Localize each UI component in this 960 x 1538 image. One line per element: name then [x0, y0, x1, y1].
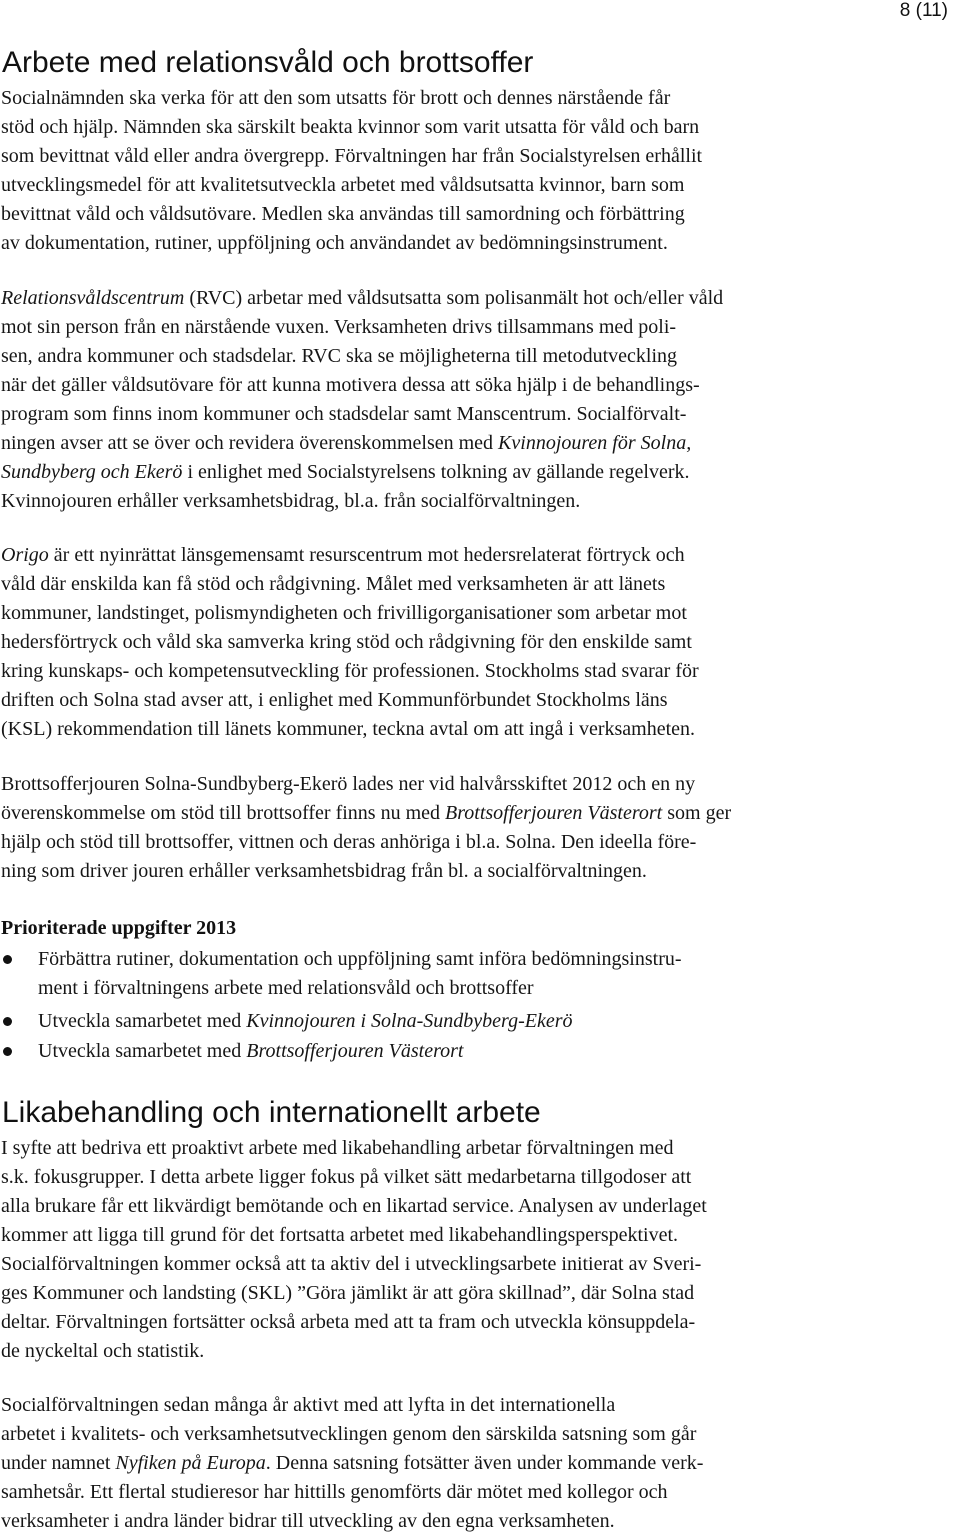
text-line [38, 1007, 572, 1036]
text-line: stöd och hjälp. Nämnden ska särskilt beakta kvinnor som varit utsatta för våld och barn [1, 116, 700, 138]
text-line: kommer att ligga till grund för det fortsatta arbetet med likabehandlingsperspektivet. [1, 1224, 679, 1246]
text-line: I syfte att bedriva ett proaktivt arbete med likabehandling arbetar förvaltningen med [1, 1137, 674, 1159]
paragraph-likabehandling [1, 1134, 951, 1366]
section-heading-relationsvald: Arbete med relationsvåld och brottsoffer [2, 46, 534, 79]
bullet-icon [3, 1017, 12, 1026]
text-line: bevittnat våld och våldsutövare. Medlen ska användas till samordning och förbättring [1, 203, 685, 225]
priorities-list [0, 945, 950, 1066]
text-line: av dokumentation, rutiner, uppföljning och användandet av bedömningsinstrument. [1, 232, 668, 254]
paragraph-brottsofferjouren [1, 770, 951, 886]
text-line: verksamheter i andra länder bidrar till utveckling av den egna verksamheten. [1, 1510, 615, 1532]
paragraph-origo [1, 541, 951, 744]
text-line [1, 284, 951, 313]
text-line: driften och Solna stad avser att, i enlighet med Kommunförbundet Stockholms läns [1, 689, 668, 711]
text-line: arbetet i kvalitets- och verksamhetsutvecklingen genom den särskilda satsning som går [1, 1423, 697, 1445]
text-line [1, 1449, 951, 1478]
list-item-continuation [0, 974, 950, 1003]
text-line: ges Kommuner och landsting (SKL) ”Göra jämlikt är att göra skillnad”, där Solna stad [1, 1282, 695, 1304]
text-line: hjälp och stöd till brottsoffer, vittnen och deras anhöriga i bl.a. Solna. Den ideella före- [1, 831, 697, 853]
text-line: sen, andra kommuner och stadsdelar. RVC ska se möjligheterna till metodutveckling [1, 345, 678, 367]
text-line: hedersförtryck och våld ska samverka kring stöd och rådgivning för den enskilde samt [1, 631, 692, 653]
text-span: Utveckla samarbetet med [38, 1040, 247, 1062]
priorities-heading: Prioriterade uppgifter 2013 [1, 917, 237, 939]
text-line: ning som driver jouren erhåller verksamhetsbidrag från bl. a socialförvaltningen. [1, 860, 647, 882]
text-span: under namnet [1, 1452, 116, 1474]
text-line: Socialnämnden ska verka för att den som utsatts för brott och dennes närstående får [1, 87, 671, 109]
text-span: i enlighet med Socialstyrelsens tolkning av gällande regelverk. [182, 461, 690, 483]
text-line: mot sin person från en närstående vuxen. Verksamheten drivs tillsammans med poli- [1, 316, 677, 338]
text-line: de nyckeltal och statistik. [1, 1340, 205, 1362]
list-item [0, 1007, 950, 1036]
text-line: kommuner, landstinget, polismyndigheten och frivilligorganisationer som arbetar mot [1, 602, 687, 624]
text-span: är ett nyinrättat länsgemensamt resurscentrum mot hedersrelaterat förtryck och [48, 544, 685, 566]
text-line: när det gäller våldsutövare för att kunna motivera dessa att söka hjälp i de behandlings- [1, 374, 700, 396]
text-line: program som finns inom kommuner och stadsdelar samt Manscentrum. Socialförvalt- [1, 403, 687, 425]
text-line: Kvinnojouren erhåller verksamhetsbidrag, bl.a. från socialförvaltningen. [1, 490, 581, 512]
text-line: alla brukare får ett likvärdigt bemötande och en likartad service. Analysen av underlaget [1, 1195, 707, 1217]
text-line: våld där enskilda kan få stöd och rådgivning. Målet med verksamheten är att länets [1, 573, 666, 595]
list-item [0, 1037, 950, 1066]
emphasis-text: Origo [1, 544, 49, 566]
section-heading-likabehandling: Likabehandling och internationellt arbete [2, 1096, 541, 1129]
text-line: ment i förvaltningens arbete med relationsvåld och brottsoffer [38, 977, 534, 999]
text-line: s.k. fokusgrupper. I detta arbete ligger fokus på vilket sätt medarbetarna tillgodoser att [1, 1166, 692, 1188]
text-span: . Denna satsning fotsätter även under kommande verk- [265, 1452, 704, 1474]
paragraph-socialnamnden [1, 84, 951, 258]
text-line: deltar. Förvaltningen fortsätter också arbeta med att ta fram och utveckla könsuppdela- [1, 1311, 696, 1333]
text-line: kring kunskaps- och kompetensutveckling för professionen. Stockholms stad svarar för [1, 660, 699, 682]
text-line: samhetsår. Ett flertal studieresor har hittills genomförts där mötet med kollegor och [1, 1481, 668, 1503]
page-number: 8 (11) [899, 0, 948, 21]
text-line [1, 429, 951, 458]
emphasis-text: Nyfiken på Europa [115, 1452, 266, 1474]
text-line: Brottsofferjouren Solna-Sundbyberg-Ekerö lades ner vid halvårsskiftet 2012 och en ny [1, 773, 696, 795]
list-item [0, 945, 950, 974]
text-span: som ger [662, 802, 732, 824]
text-line: Förbättra rutiner, dokumentation och uppföljning samt införa bedömningsinstru- [38, 948, 682, 970]
text-line: utvecklingsmedel för att kvalitetsutveckla arbetet med våldsutsatta kvinnor, barn som [1, 174, 685, 196]
text-line: (KSL) rekommendation till länets kommuner, teckna avtal om att ingå i verksamheten. [1, 718, 696, 740]
bullet-icon [3, 955, 12, 964]
emphasis-text: Relationsvåldscentrum [1, 287, 185, 309]
text-line: som bevittnat våld eller andra övergrepp. Förvaltningen har från Socialstyrelsen erhållit [1, 145, 703, 167]
text-span: överenskommelse om stöd till brottsoffer finns nu med [1, 802, 446, 824]
emphasis-text: Kvinnojouren i Solna-Sundbyberg-Ekerö [246, 1010, 573, 1032]
bullet-icon [3, 1047, 12, 1056]
emphasis-text: Brottsofferjouren Västerort [246, 1040, 464, 1062]
text-line: Socialförvaltningen kommer också att ta aktiv del i utvecklingsarbete initierat av Sveri- [1, 1253, 702, 1275]
text-span: ningen avser att se över och revidera överenskommelsen med [1, 432, 499, 454]
text-line [38, 1037, 463, 1066]
emphasis-text: Brottsofferjouren Västerort [445, 802, 663, 824]
text-span: Utveckla samarbetet med [38, 1010, 247, 1032]
paragraph-internationellt [1, 1391, 951, 1536]
text-line: Socialförvaltningen sedan många år aktivt med att lyfta in det internationella [1, 1394, 616, 1416]
text-line [1, 458, 951, 487]
emphasis-text: Kvinnojouren för Solna, [498, 432, 692, 454]
paragraph-rvc [1, 284, 951, 516]
text-span: (RVC) arbetar med våldsutsatta som polisanmält hot och/eller våld [184, 287, 724, 309]
text-line [1, 799, 951, 828]
emphasis-text: Sundbyberg och Ekerö [1, 461, 183, 483]
text-line [1, 541, 951, 570]
